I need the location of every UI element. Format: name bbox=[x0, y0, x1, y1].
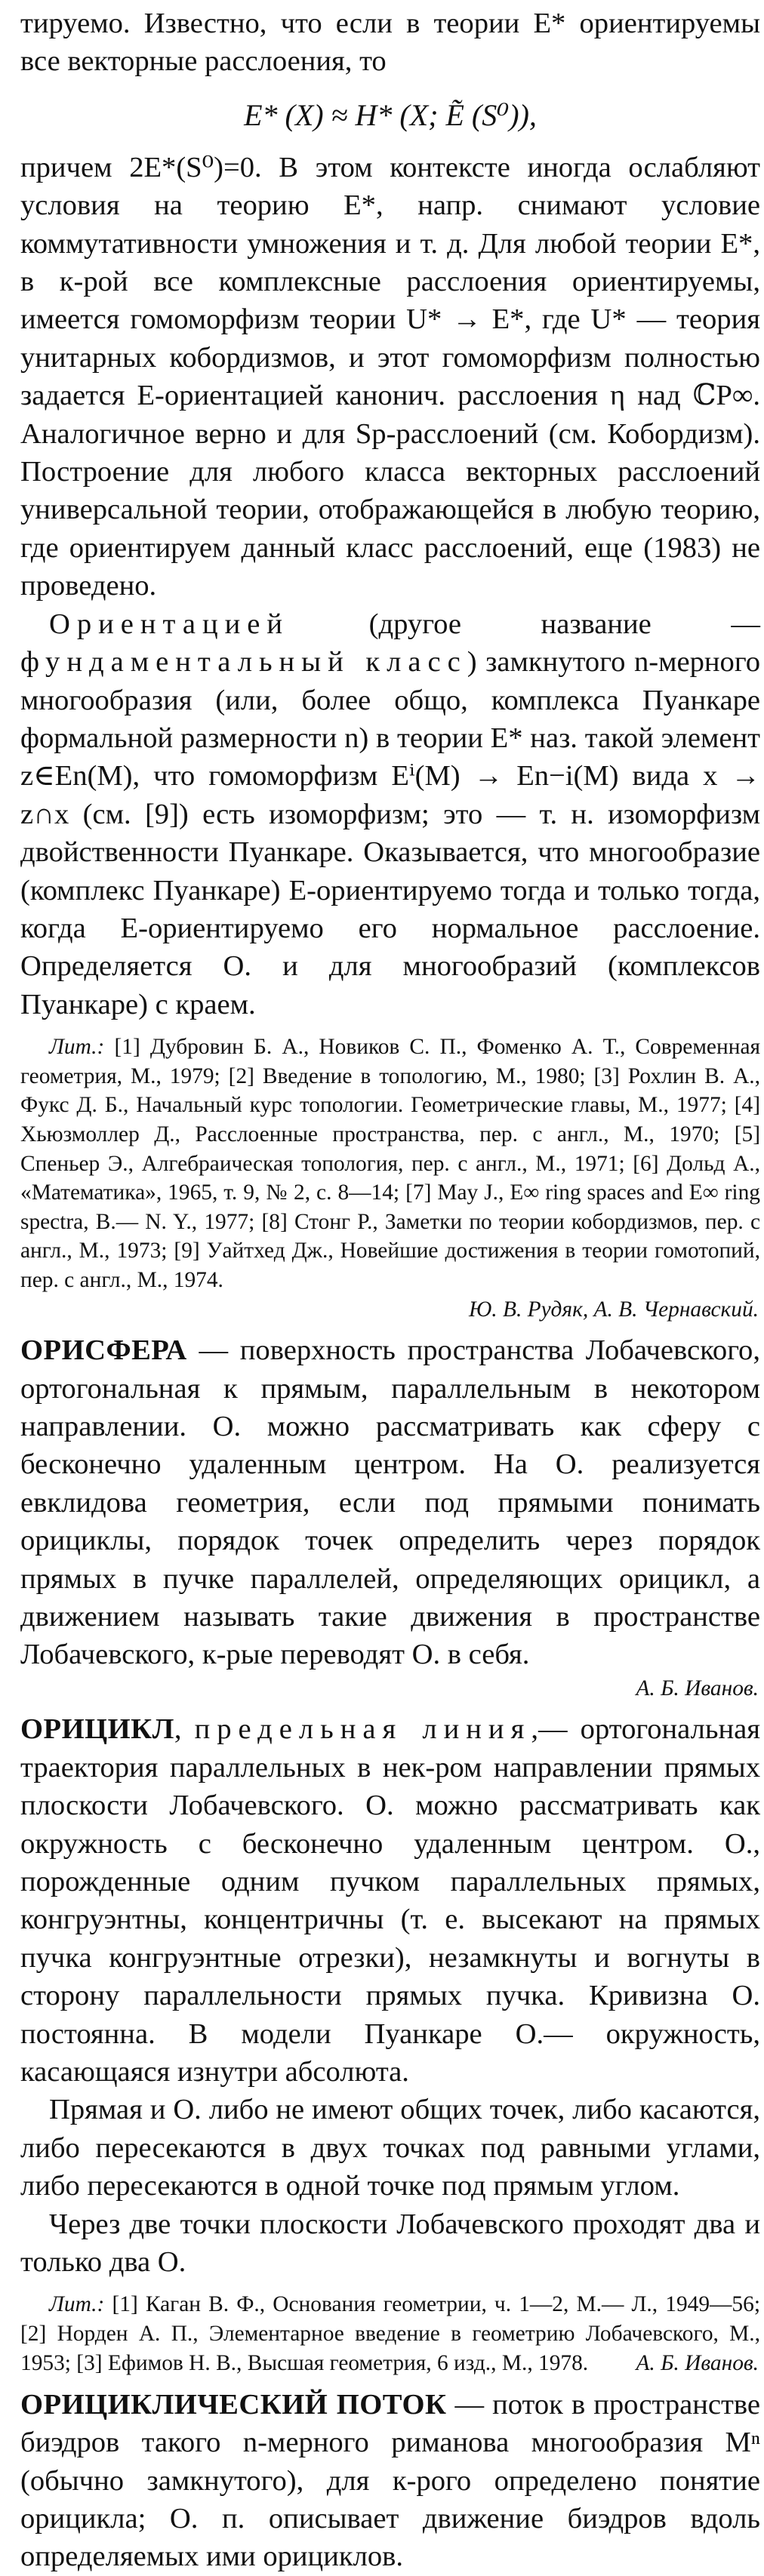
references-orientation bbox=[20, 1033, 760, 1294]
term-orientation: Ориентацией bbox=[49, 608, 290, 640]
continuation-paragraph: тируемо. Известно, что если в теории E* ориентируемы все векторные расслоения, то bbox=[20, 8, 760, 78]
oricikl-definition: ,— ортогональная траектория параллельных в нек-ром направлении прямых плоскости Лобачевского. О. можно рассматривать как окружность с бесконечно удаленным центром. О., порожденные одним пучком параллельных прямых, конгруэнтны, концентричны (т. е. высекают на прямых пучка конгруэнтные отрезки), незамкнуты и вогнуты в сторону параллельности прямых пучка. Кривизна О. постоянна. В модели Пуанкаре О.— окружность, касающаяся изнутри абсолюта. bbox=[20, 1713, 760, 2088]
formula-isomorphism: E* (X) ≈ H* (X; Ẽ (S⁰)), bbox=[244, 97, 537, 132]
paragraph-line-intersections: Прямая и О. либо не имеют общих точек, либо касаются, либо пересекаются в двух точках под равными углами, либо пересекаются в одной точке под прямым углом. bbox=[20, 2094, 760, 2202]
author-signature-1: Ю. В. Рудяк, А. В. Чернавский. bbox=[468, 1297, 759, 1322]
term-fundamental-class: фундаментальный класс bbox=[20, 646, 467, 679]
term-limit-line: предельная линия bbox=[194, 1713, 531, 1746]
entry-oricyclic-flow bbox=[20, 2386, 760, 2576]
author-signature-2: А. Б. Иванов. bbox=[636, 1676, 759, 1700]
orisfera-definition: — поверхность пространства Лобачевского, ортогональная к прямым, параллельным в некотором направлении. О. можно рассматривать как сферу с бесконечно удаленным центром. На О. реализуется евклидова геометрия, если под прямыми понимать орициклы, порядок точек определить через порядок прямых в пучке параллелей, определяющих орицикл, а движением называть такие движения в пространстве Лобачевского, к-рые переводят О. в себя. bbox=[20, 1334, 760, 1671]
headword-oricikl: ОРИЦИКЛ bbox=[20, 1713, 174, 1746]
orientation-text-2: ) замкнутого n-мерного многообразия (или, более общо, комплекса Пуанкаре формальной размерности n) в теории E* наз. такой элемент z∈En(M), что гомоморфизм Eⁱ(M) → En−i(M) вида x → z∩x (см. [9]) есть изоморфизм; это — т. н. изоморфизм двойственности Пуанкаре. Оказывается, что многообразие (комплекс Пуанкаре) E-ориентируемо тогда и только тогда, когда E-ориентируемо его нормальное расслоение. Определяется О. и для многообразий (комплексов Пуанкаре) с краем. bbox=[20, 646, 760, 1020]
references-list: [1] Дубровин Б. А., Новиков С. П., Фоменко А. Т., Современная геометрия, М., 1979; [2] Введение в топологию, М., 1980; [3] Рохлин В. А., Фукс Д. Б., Начальный курс топологии. Геометрические главы, М., 1977; [4] Хьюзмоллер Д., Расслоенные пространства, пер. с англ., М., 1970; [5] Спеньер Э., Алгебраическая топология, пер. с англ., М., 1971; [6] Дольд А., «Математика», 1965, т. 9, № 2, с. 8—14; [7] May J., E∞ ring spaces and E∞ ring spectra, B.— N. Y., 1977; [8] Стонг Р., Заметки по теории кобордизмов, пер. с англ., М., 1973; [9] Уайтхед Дж., Новейшие достижения в теории гомотопий, пер. с англ., М., 1974. bbox=[20, 1035, 761, 1292]
dictionary-page bbox=[20, 5, 760, 2576]
references-label: Лит.: bbox=[49, 2292, 105, 2317]
references-label: Лит.: bbox=[49, 1035, 105, 1060]
paragraph-theory-conditions: причем 2E*(S⁰)=0. В этом контексте иногда ослабляют условия на теорию E*, напр. снимают условие коммутативности умножения и т. д. Для любой теории E*, в к-рой все комплексные расслоения ориентируемы, имеется гомоморфизм теории U* → E*, где U* — теория унитарных кобордизмов, и этот гомоморфизм полностью задается E-ориентацией канонич. расслоения η над ℂP∞. Аналогичное верно и для Sp-расслоений (см. Кобордизм). Построение для любого класса векторных расслоений универсальной теории, отображающейся в любую теорию, где ориентируем данный класс расслоений, еще (1983) не проведено. bbox=[20, 151, 760, 602]
headword-orisfera: ОРИСФЕРА bbox=[20, 1334, 187, 1367]
entry-orisfera bbox=[20, 1331, 760, 1674]
paragraph-orientation bbox=[20, 605, 760, 1023]
entry-oricikl: ОРИЦИКЛ, предельная линия,— ортогональная траектория параллельных в нек-ром направлении прямых плоскости Лобачевского. О. можно рассматривать как окружность с бесконечно удаленным центром. О., порожденные одним пучком параллельных прямых, конгруэнтны, концентричны (т. е. высекают на прямых пучка конгруэнтные отрезки), незамкнуты и вогнуты в сторону параллельности прямых пучка. Кривизна О. постоянна. В модели Пуанкаре О.— окружность, касающаяся изнутри абсолюта. bbox=[20, 1713, 760, 2088]
oricyclic-flow-definition: — поток в пространстве биэдров такого n-мерного риманова многообразия Mⁿ (обычно замкнутого), для к-рого определено понятие орицикла; О. п. описывает движение биэдров вдоль определяемых ими орициклов. bbox=[20, 2388, 760, 2573]
headword-oricyclic-flow: ОРИЦИКЛИЧЕСКИЙ ПОТОК bbox=[20, 2388, 447, 2421]
author-signature-3: А. Б. Иванов. bbox=[636, 2351, 759, 2376]
orientation-text-1: (другое название — bbox=[368, 608, 760, 640]
paragraph-two-points: Через две точки плоскости Лобачевского проходят два и только два О. bbox=[20, 2208, 760, 2279]
references-list: [1] Каган В. Ф., Основания геометрии, ч. 1—2, М.— Л., 1949—56; [2] Норден А. П., Элементарное введение в геометрию Лобачевского, М., 1953; [3] Ефимов Н. В., Высшая геометрия, 6 изд., М., 1978. bbox=[20, 2292, 760, 2375]
